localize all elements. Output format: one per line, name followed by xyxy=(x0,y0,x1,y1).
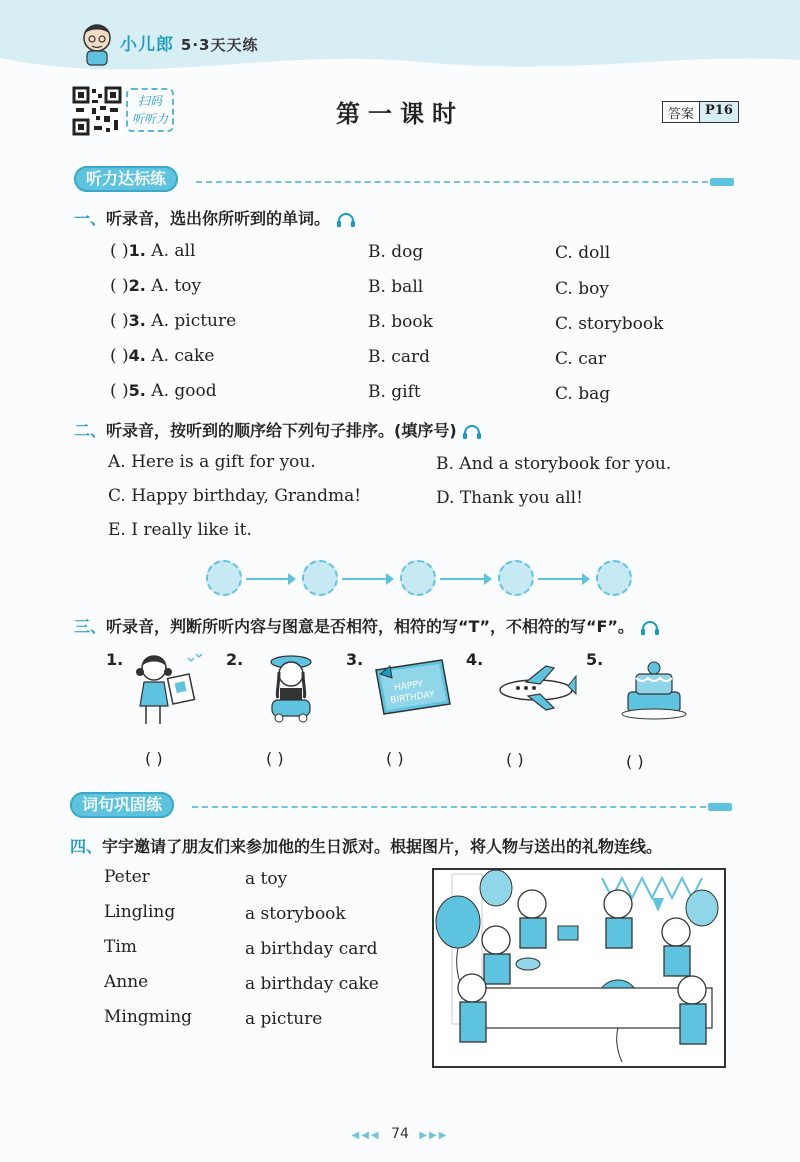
question-1-header xyxy=(74,206,356,229)
brand-title xyxy=(120,30,259,55)
q1-row xyxy=(110,311,236,331)
question-3-header xyxy=(74,614,660,637)
girl-in-toy-car-illustration xyxy=(266,652,316,724)
listen-text: 听听力 xyxy=(131,112,168,126)
answer-blank[interactable]: ( ) xyxy=(110,381,129,401)
scan-text: 扫码 xyxy=(137,94,162,108)
picture-number: 4. xyxy=(466,650,484,669)
answer-blank-5[interactable]: ( ) xyxy=(626,752,644,771)
picture-number: 1. xyxy=(106,650,124,669)
question-2-header xyxy=(74,418,482,441)
item-number: 3. xyxy=(128,311,146,330)
question-text: 听录音，判断所听内容与图意是否相符，相符的写“T”，不相符的写“F”。 xyxy=(106,617,634,636)
person-name[interactable]: Tim xyxy=(104,937,137,957)
gift-name[interactable]: a birthday cake xyxy=(245,974,379,994)
headphones-icon[interactable] xyxy=(640,620,660,636)
gift-name[interactable]: a toy xyxy=(245,869,288,889)
order-slot-5[interactable] xyxy=(596,560,632,596)
section-listening-pill: 听力达标练 xyxy=(74,166,178,192)
option-a: A. good xyxy=(151,381,217,401)
question-text: 听录音，按听到的顺序给下列句子排序。(填序号) xyxy=(106,421,457,440)
headphones-icon[interactable] xyxy=(336,212,356,228)
option-a: A. cake xyxy=(151,346,215,366)
option-c: C. car xyxy=(555,349,606,369)
item-number: 2. xyxy=(128,276,146,295)
person-name[interactable]: Mingming xyxy=(104,1007,193,1027)
brand-series: 5·3天天练 xyxy=(180,36,259,54)
q1-row xyxy=(110,346,214,366)
order-slot-4[interactable] xyxy=(498,560,534,596)
right-arrows-icon: ▶▶▶ xyxy=(419,1130,449,1141)
answer-ref[interactable] xyxy=(662,101,739,123)
answer-blank-4[interactable]: ( ) xyxy=(506,750,524,769)
mascot-icon xyxy=(76,20,118,66)
order-slot-2[interactable] xyxy=(302,560,338,596)
page-footer xyxy=(340,1126,460,1142)
answer-page: P16 xyxy=(699,102,738,122)
person-name[interactable]: Peter xyxy=(104,867,150,887)
question-text: 宇宇邀请了朋友们来参加他的生日派对。根据图片，将人物与送出的礼物连线。 xyxy=(102,837,663,856)
answer-blank-1[interactable]: ( ) xyxy=(145,749,163,768)
answer-blank[interactable]: ( ) xyxy=(110,346,129,366)
option-b: B. card xyxy=(368,347,430,367)
answer-blank[interactable]: ( ) xyxy=(110,241,129,261)
sentence-b: B. And a storybook for you. xyxy=(436,454,672,474)
svg-text:BIRTHDAY: BIRTHDAY xyxy=(389,689,436,706)
q1-row xyxy=(110,381,217,401)
order-slot-3[interactable] xyxy=(400,560,436,596)
item-number: 5. xyxy=(128,381,146,400)
brand-name: 小儿郎 xyxy=(120,35,174,55)
option-b: B. book xyxy=(368,312,433,332)
person-name[interactable]: Lingling xyxy=(104,902,176,922)
sentence-c: C. Happy birthday, Grandma! xyxy=(108,486,362,506)
section-vocab-pill: 词句巩固练 xyxy=(70,792,174,818)
section-divider xyxy=(192,806,706,808)
item-number: 1. xyxy=(128,241,146,260)
question-text: 听录音，选出你所听到的单词。 xyxy=(106,209,331,228)
left-arrows-icon: ◀◀◀ xyxy=(351,1130,381,1141)
order-slot-1[interactable] xyxy=(206,560,242,596)
option-c: C. storybook xyxy=(555,314,664,334)
sentence-e: E. I really like it. xyxy=(108,520,252,540)
picture-number: 5. xyxy=(586,650,604,669)
answer-blank-2[interactable]: ( ) xyxy=(266,749,284,768)
answer-blank[interactable]: ( ) xyxy=(110,276,129,296)
answer-label: 答案 xyxy=(668,107,695,122)
picture-number: 2. xyxy=(226,650,244,669)
answer-blank[interactable]: ( ) xyxy=(110,311,129,331)
birthday-card-illustration xyxy=(372,656,454,718)
page-title: 第一课时 xyxy=(336,100,464,128)
option-a: A. all xyxy=(151,241,196,261)
page-number: 74 xyxy=(391,1126,409,1142)
person-name[interactable]: Anne xyxy=(104,972,149,992)
svg-text:HAPPY: HAPPY xyxy=(393,679,424,694)
girl-with-picture-illustration xyxy=(130,648,210,728)
pencil-icon xyxy=(710,178,734,186)
gift-name[interactable]: a birthday card xyxy=(245,939,378,959)
question-number: 三、 xyxy=(74,617,107,636)
option-c: C. bag xyxy=(555,384,611,404)
headphones-icon[interactable] xyxy=(462,424,482,440)
sentence-d: D. Thank you all! xyxy=(436,488,583,508)
toy-airplane-illustration xyxy=(496,662,578,714)
birthday-cake-illustration xyxy=(618,656,690,722)
arrow-icon xyxy=(246,578,294,580)
gift-name[interactable]: a picture xyxy=(245,1009,323,1029)
q1-row xyxy=(110,276,201,296)
picture-number: 3. xyxy=(346,650,364,669)
option-b: B. ball xyxy=(368,277,424,297)
sentence-a: A. Here is a gift for you. xyxy=(108,452,316,472)
arrow-icon xyxy=(342,578,392,580)
option-c: C. doll xyxy=(555,243,611,263)
pencil-icon xyxy=(708,803,732,811)
option-b: B. dog xyxy=(368,242,424,262)
question-number: 二、 xyxy=(74,421,107,440)
answer-blank-3[interactable]: ( ) xyxy=(386,749,404,768)
option-b: B. gift xyxy=(368,382,421,402)
question-number: 一、 xyxy=(74,209,107,228)
question-4-header xyxy=(70,834,662,857)
arrow-icon xyxy=(538,578,588,580)
question-number: 四、 xyxy=(70,837,103,856)
section-divider xyxy=(196,181,708,183)
option-a: A. toy xyxy=(151,276,202,296)
item-number: 4. xyxy=(128,346,146,365)
option-c: C. boy xyxy=(555,279,609,299)
birthday-party-illustration xyxy=(432,868,726,1068)
option-a: A. picture xyxy=(151,311,237,331)
gift-name[interactable]: a storybook xyxy=(245,904,346,924)
arrow-icon xyxy=(440,578,490,580)
q1-row xyxy=(110,241,195,261)
